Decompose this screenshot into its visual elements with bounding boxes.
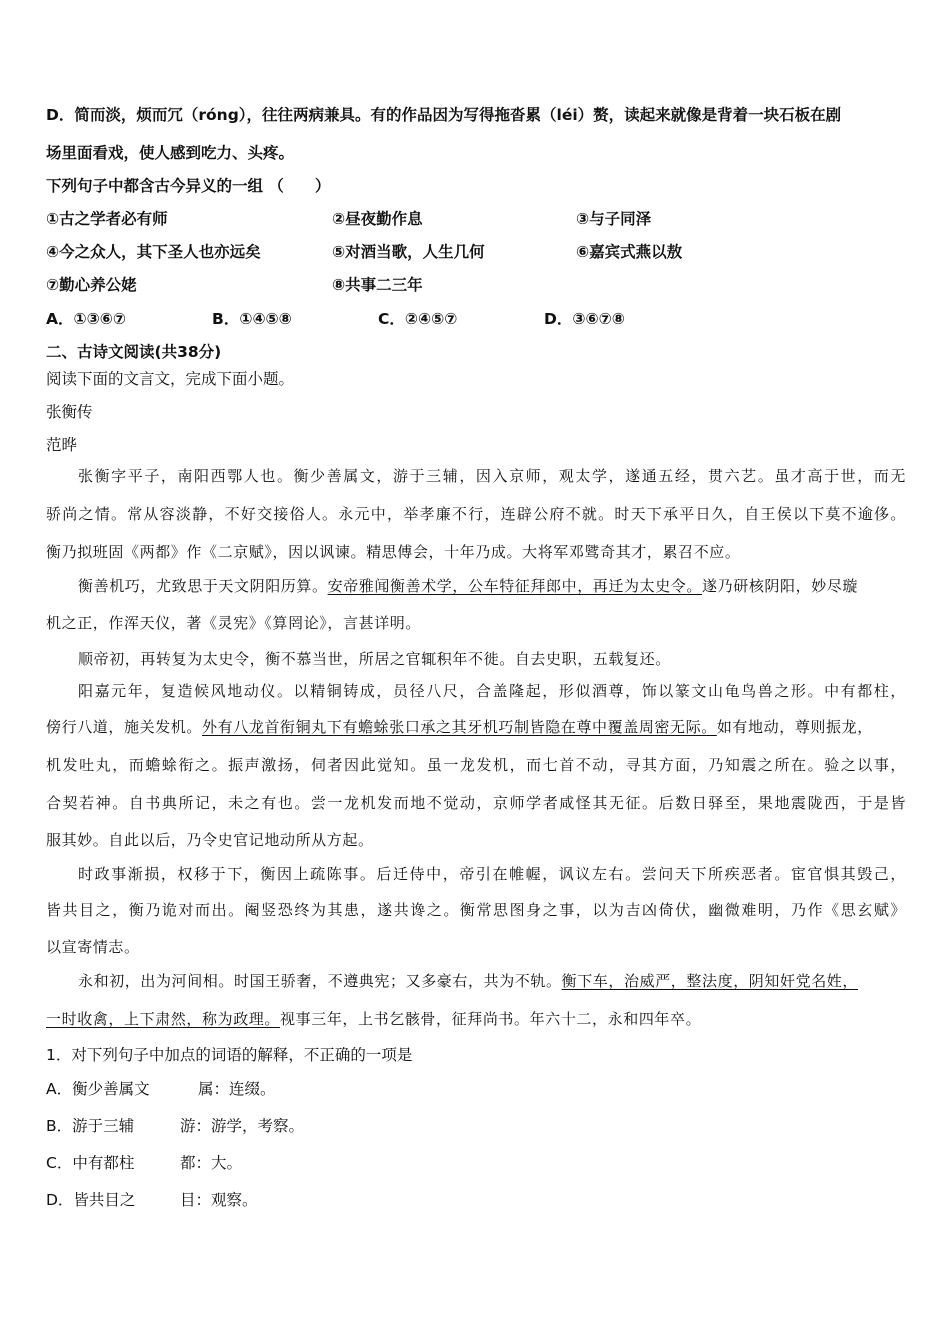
item-2: ②昼夜勤作息 [332,210,423,228]
prev-option-d-line1: D．简而淡，烦而冗（róng），往往两病兼具。有的作品因为写得拖沓累（léi）赘，读起来就像是背着一块石板在剧 [46,106,842,124]
question-items-row-2 [46,240,906,262]
passage-title: 张衡传 [46,403,93,421]
p5-line2: 皆共目之，衡乃诡对而出。阉竖恐终为其患，遂共谗之。衡常思图身之事，以为吉凶倚伏，幽微难明，乃作《思玄赋》 [46,901,906,919]
p2-line1-tail: 遂乃研核阴阳，妙尽璇 [702,577,859,595]
q1-d-label: D．皆共目之 [46,1191,136,1209]
option-c: C．②④⑤⑦ [378,310,458,328]
p6-line2-tail: 视事三年，上书乞骸骨，征拜尚书。年六十二，永和四年卒。 [280,1010,702,1028]
p4-underlined-sentence: 外有八龙首衔铜丸下有蟾蜍张口承之其牙机巧制皆隐在尊中覆盖周密无际。 [202,718,717,736]
question1-option-c [46,1151,242,1173]
p2-line1-text: 衡善机巧，尤致思于天文阴阳历算。 [78,577,328,595]
p4-line5: 服其妙。自此以后，乃令史官记地动所从方起。 [46,831,374,849]
q1-a-gloss: 属：连缀。 [198,1080,276,1098]
p6-line2 [46,1008,701,1029]
p5-line1: 时政事渐损，权移于下，衡因上疏陈事。后迁侍中，帝引在帷幄，讽议左右。尝问天下所疾恶者。宦官惧其毁己， [78,865,906,883]
q1-d-gloss: 目：观察。 [180,1191,258,1209]
p4-line1: 阳嘉元年，复造候风地动仪。以精铜铸成，员径八尺，合盖隆起，形似酒尊，饰以篆文山龟鸟兽之形。中有都柱， [78,682,906,700]
p2-underlined-sentence: 安帝雅闻衡善术学，公车特征拜郎中，再迁为太史令。 [327,577,703,595]
item-7: ⑦勤心养公姥 [46,276,137,294]
question-stem: 下列句子中都含古今异义的一组 （ ） [46,177,331,195]
p6-line1-text: 永和初，出为河间相。时国王骄奢，不遵典宪；又多豪右，共为不轨。 [78,972,562,990]
p5-line3: 以宣寄情志。 [46,938,140,956]
question1-stem: 1．对下列句子中加点的词语的解释，不正确的一项是 [46,1046,413,1064]
p6-underlined-sentence-part2: 一时收禽，上下肃然，称为政理。 [46,1010,281,1028]
option-b: B．①④⑤⑧ [212,310,292,328]
p4-line2 [46,716,873,737]
option-d: D．③⑥⑦⑧ [544,310,625,328]
q1-b-gloss: 游：游学，考察。 [180,1117,305,1135]
p2-line2: 机之正，作浑天仪，著《灵宪》《算罔论》，言甚详明。 [46,614,422,632]
item-5: ⑤对酒当歌，人生几何 [332,243,485,261]
question1-option-d [46,1188,258,1210]
p4-line3: 机发吐丸，而蟾蜍衔之。振声激扬，伺者因此觉知。虽一龙发机，而七首不动，寻其方面，乃知震之所在。验之以事， [46,756,906,774]
prev-option-d-line2: 场里面看戏，使人感到吃力、头疼。 [46,144,295,162]
passage-author: 范晔 [46,436,78,454]
q1-c-gloss: 都：大。 [180,1154,243,1172]
p4-line2-tail: 如有地动，尊则振龙， [716,718,873,736]
item-6: ⑥嘉宾式燕以敖 [576,243,683,261]
p4-line2-text: 傍行八道，施关发机。 [46,718,203,736]
question-items-row-3 [46,273,906,295]
p1-line1: 张衡字平子，南阳西鄂人也。衡少善属文，游于三辅，因入京师，观太学，遂通五经，贯六艺。虽才高于世，而无 [78,467,906,485]
q1-c-label: C．中有都柱 [46,1154,135,1172]
question-items-row-1 [46,207,906,229]
q1-b-label: B．游于三辅 [46,1117,135,1135]
question1-option-b [46,1114,304,1136]
item-1: ①古之学者必有师 [46,210,168,228]
p6-underlined-sentence-part1: 衡下车，治威严，整法度，阴知奸党名姓， [561,972,859,990]
option-a: A．①③⑥⑦ [46,310,126,328]
section-instruction: 阅读下面的文言文，完成下面小题。 [46,370,295,388]
question1-option-a [46,1077,276,1099]
item-4: ④今之众人，其下圣人也亦远矣 [46,243,261,261]
p2-line1 [78,575,858,596]
item-8: ⑧共事二三年 [332,276,423,294]
question-options [46,307,710,329]
q1-a-label: A．衡少善属文 [46,1080,150,1098]
p1-line3: 衡乃拟班固《两都》作《二京赋》，因以讽谏。精思傅会，十年乃成。大将军邓骘奇其才，累召不应。 [46,543,741,561]
item-3: ③与子同泽 [576,210,652,228]
p4-line4: 合契若神。自书典所记，未之有也。尝一龙机发而地不觉动，京师学者咸怪其无征。后数日驿至，果地震陇西，于是皆 [46,794,906,812]
section-heading: 二、古诗文阅读(共38分) [46,343,222,361]
p1-line2: 骄尚之情。常从容淡静，不好交接俗人。永元中，举孝廉不行，连辟公府不就。时天下承平日久，自王侯以下莫不逾侈。 [46,505,906,523]
p6-line1 [78,970,858,991]
p3-line1: 顺帝初，再转复为太史令，衡不慕当世，所居之官辄积年不徙。自去史职，五载复还。 [78,650,671,668]
